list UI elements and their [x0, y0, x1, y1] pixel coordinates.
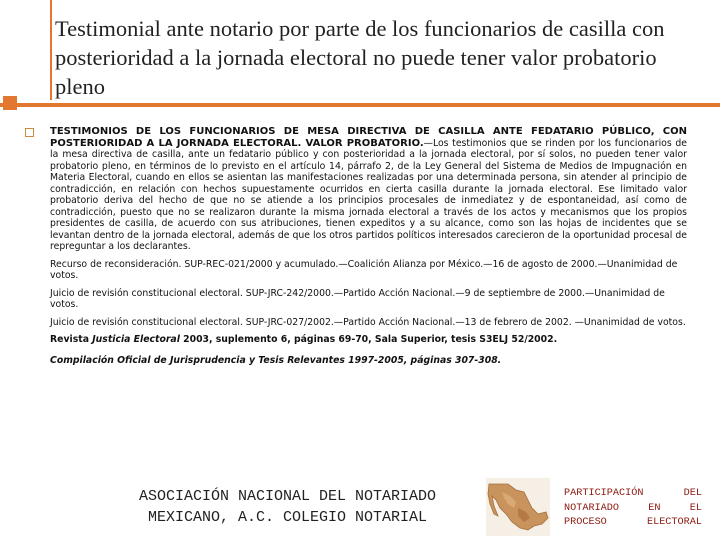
citation-2: Juicio de revisión constitucional electoral. SUP-JRC-242/2000.—Partido Acción Nacional.—9 de septiembre de 2000.—Unanimidad de votos.: [50, 287, 665, 310]
bullet-icon: [25, 128, 34, 137]
revista-reference: [50, 334, 687, 346]
slide-title: Testimonial ante notario por parte de los funcionarios de casilla con posterioridad a la jornada electoral no puede tener valor probatorio pleno: [55, 16, 665, 99]
title-accent-line: [50, 0, 52, 100]
mexico-map-icon: [486, 478, 550, 536]
compilacion-reference: Compilación Oficial de Jurisprudencia y Tesis Relevantes 1997-2005, páginas 307-308.: [50, 354, 502, 366]
footer-association: [100, 486, 475, 528]
footer-program: PARTICIPACIÓN DEL NOTARIADO EN EL PROCESO ELECTORAL: [564, 488, 702, 528]
thesis-paragraph: [50, 126, 687, 253]
slide-content: [50, 126, 687, 376]
citation-3: Juicio de revisión constitucional electoral. SUP-JRC-027/2002.—Partido Acción Nacional.—13 de febrero de 2002. —Unanimidad de votos.: [50, 316, 686, 328]
revista-title: Justicia Electoral: [92, 334, 180, 345]
footer-association-line2: MEXICANO, A.C. COLEGIO NOTARIAL: [147, 509, 428, 526]
thesis-heading: TESTIMONIOS DE LOS FUNCIONARIOS DE MESA DIRECTIVA DE CASILLA ANTE FEDATARIO PÚBLICO, CON POSTERIORIDAD A LA JORNADA ELECTORAL. VALOR PROBATORIO.: [50, 126, 687, 149]
thesis-body: —Los testimonios que se rinden por los funcionarios de la mesa directiva de casilla, ante un fedatario público y con posterioridad a la jornada electoral, por sí solos, no pueden tener valor probatorio pleno, en términos de lo previsto en el artículo 14, párrafo 2, de la Ley General del Sistema de Medios de Impugnación en Materia Electoral, cuando en ellos se asientan las manifestaciones realizadas por una determinada persona, sin atender al principio de contradicción, en relación con hechos supuestamente ocurridos en cierta casilla durante la jornada electoral. Ese limitado valor probatorio deriva del hecho de que no se atiende a los principios procesales de inmediatez y de espontaneidad, así como de contradicción, puesto que no se realizaron durante la misma jornada electoral a través de los actos y mecanismos que los propios presidentes de casilla, de acuerdo con sus atribuciones, tienen expeditos y a su alcance, como son las hojas de incidentes que se levantan dentro de la jornada electoral, además de que los otros partidos políticos interesados carecieron de la oportunidad procesal de repreguntar a los declarantes.: [50, 137, 687, 252]
title-divider: [0, 103, 720, 107]
revista-suffix: 2003, suplemento 6, páginas 69-70, Sala Superior, tesis S3ELJ 52/2002.: [179, 334, 558, 345]
citation-1: Recurso de reconsideración. SUP-REC-021/2000 y acumulado.—Coalición Alianza por México.—16 de agosto de 2000.—Unanimidad de votos.: [50, 258, 678, 281]
divider-square: [3, 96, 17, 110]
revista-prefix: Revista: [50, 334, 93, 345]
footer-association-line1: ASOCIACIÓN NACIONAL DEL NOTARIADO: [138, 488, 437, 505]
